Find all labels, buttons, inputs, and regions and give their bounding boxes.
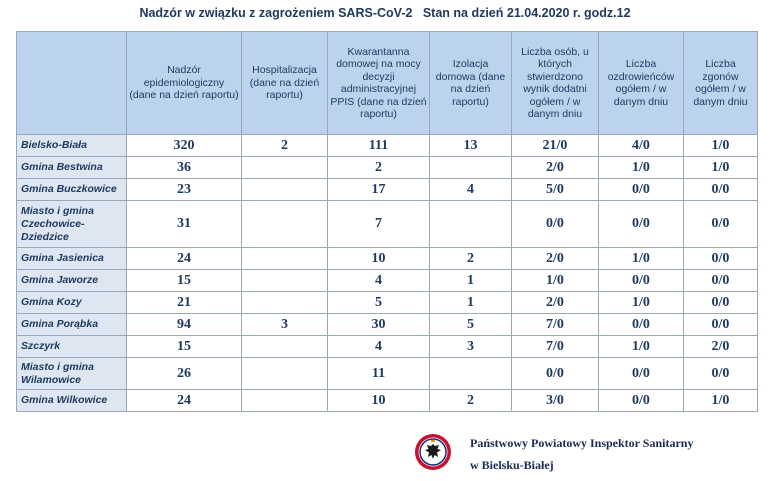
cell-ozdrowiency: 1/0 xyxy=(599,248,684,270)
header-zgony: Liczba zgonów ogółem / w danym dniu xyxy=(684,32,758,135)
footer-institution-name: Państwowy Powiatowy Inspektor Sanitarny xyxy=(470,436,694,450)
header-kwarantanna: Kwarantanna domowej na mocy decyzji administracyjnej PPIS (dane na dzień raportu) xyxy=(328,32,430,135)
cell-wynik-dodatni: 1/0 xyxy=(512,270,599,292)
cell-kwarantanna: 4 xyxy=(328,336,430,358)
row-name: Szczyrk xyxy=(17,336,127,358)
cell-zgony: 1/0 xyxy=(684,157,758,179)
row-name: Gmina Porąbka xyxy=(17,314,127,336)
cell-wynik-dodatni: 21/0 xyxy=(512,135,599,157)
cell-kwarantanna: 10 xyxy=(328,248,430,270)
row-name: Bielsko-Biała xyxy=(17,135,127,157)
cell-izolacja xyxy=(430,157,512,179)
cell-wynik-dodatni: 0/0 xyxy=(512,358,599,390)
cell-zgony: 0/0 xyxy=(684,292,758,314)
cell-ozdrowiency: 0/0 xyxy=(599,201,684,248)
cell-hospitalizacja: 3 xyxy=(242,314,328,336)
cell-kwarantanna: 111 xyxy=(328,135,430,157)
page-title: Nadzór w związku z zagrożeniem SARS-CoV-2 Stan na dzień 21.04.2020 r. godz.12 xyxy=(139,6,631,20)
header-wynik-dodatni: Liczba osób, u których stwierdzono wynik dodatni ogółem / w danym dniu xyxy=(512,32,599,135)
header-hospitalizacja: Hospitalizacja (dane na dzień raportu) xyxy=(242,32,328,135)
header-corner xyxy=(17,32,127,135)
cell-nadzor: 24 xyxy=(127,390,242,412)
cell-izolacja: 3 xyxy=(430,336,512,358)
row-name: Gmina Bestwina xyxy=(17,157,127,179)
row-name: Miasto i gmina Wilamowice xyxy=(17,358,127,390)
cell-zgony: 0/0 xyxy=(684,248,758,270)
cell-hospitalizacja xyxy=(242,157,328,179)
cell-wynik-dodatni: 0/0 xyxy=(512,201,599,248)
header-row xyxy=(17,32,758,135)
cell-izolacja: 1 xyxy=(430,270,512,292)
header-ozdrowiency: Liczba ozdrowieńców ogółem / w danym dniu xyxy=(599,32,684,135)
cell-wynik-dodatni: 5/0 xyxy=(512,179,599,201)
header-izolacja: Izolacja domowa (dane na dzień raportu) xyxy=(430,32,512,135)
cell-zgony: 1/0 xyxy=(684,135,758,157)
cell-kwarantanna: 30 xyxy=(328,314,430,336)
cell-izolacja: 5 xyxy=(430,314,512,336)
cell-izolacja xyxy=(430,201,512,248)
table-row xyxy=(17,292,758,314)
cell-ozdrowiency: 0/0 xyxy=(599,314,684,336)
cell-ozdrowiency: 0/0 xyxy=(599,179,684,201)
table-row xyxy=(17,390,758,412)
cell-kwarantanna: 5 xyxy=(328,292,430,314)
cell-ozdrowiency: 0/0 xyxy=(599,270,684,292)
table-row xyxy=(17,336,758,358)
cell-izolacja: 13 xyxy=(430,135,512,157)
cell-wynik-dodatni: 7/0 xyxy=(512,314,599,336)
cell-hospitalizacja xyxy=(242,292,328,314)
cell-izolacja: 2 xyxy=(430,390,512,412)
cell-wynik-dodatni: 3/0 xyxy=(512,390,599,412)
row-name: Gmina Wilkowice xyxy=(17,390,127,412)
table-row xyxy=(17,248,758,270)
cell-ozdrowiency: 1/0 xyxy=(599,336,684,358)
cell-izolacja: 2 xyxy=(430,248,512,270)
row-name: Gmina Jasienica xyxy=(17,248,127,270)
cell-kwarantanna: 2 xyxy=(328,157,430,179)
row-name: Gmina Kozy xyxy=(17,292,127,314)
cell-zgony: 0/0 xyxy=(684,358,758,390)
cell-wynik-dodatni: 2/0 xyxy=(512,248,599,270)
row-name: Miasto i gmina Czechowice-Dziedzice xyxy=(17,201,127,248)
cell-zgony: 0/0 xyxy=(684,314,758,336)
cell-wynik-dodatni: 2/0 xyxy=(512,157,599,179)
cell-zgony: 0/0 xyxy=(684,179,758,201)
cell-nadzor: 26 xyxy=(127,358,242,390)
cell-kwarantanna: 11 xyxy=(328,358,430,390)
cell-ozdrowiency: 1/0 xyxy=(599,292,684,314)
table-row xyxy=(17,135,758,157)
row-name: Gmina Jaworze xyxy=(17,270,127,292)
row-name: Gmina Buczkowice xyxy=(17,179,127,201)
cell-wynik-dodatni: 2/0 xyxy=(512,292,599,314)
cell-izolacja: 1 xyxy=(430,292,512,314)
cell-kwarantanna: 17 xyxy=(328,179,430,201)
cell-zgony: 2/0 xyxy=(684,336,758,358)
cell-hospitalizacja xyxy=(242,336,328,358)
cell-hospitalizacja xyxy=(242,390,328,412)
cell-nadzor: 15 xyxy=(127,336,242,358)
cell-kwarantanna: 4 xyxy=(328,270,430,292)
table-row xyxy=(17,314,758,336)
footer-institution-city: w Bielsku-Białej xyxy=(470,458,554,472)
table-row xyxy=(17,179,758,201)
table-row xyxy=(17,157,758,179)
cell-ozdrowiency: 0/0 xyxy=(599,358,684,390)
table-row xyxy=(17,358,758,390)
cell-ozdrowiency: 1/0 xyxy=(599,157,684,179)
cell-zgony: 0/0 xyxy=(684,201,758,248)
cell-ozdrowiency: 4/0 xyxy=(599,135,684,157)
cell-nadzor: 31 xyxy=(127,201,242,248)
cell-hospitalizacja xyxy=(242,270,328,292)
cell-nadzor: 36 xyxy=(127,157,242,179)
cell-nadzor: 15 xyxy=(127,270,242,292)
cell-hospitalizacja xyxy=(242,179,328,201)
cell-ozdrowiency: 0/0 xyxy=(599,390,684,412)
cell-kwarantanna: 10 xyxy=(328,390,430,412)
table-row xyxy=(17,270,758,292)
cell-nadzor: 94 xyxy=(127,314,242,336)
cell-nadzor: 21 xyxy=(127,292,242,314)
cell-izolacja xyxy=(430,358,512,390)
cell-kwarantanna: 7 xyxy=(328,201,430,248)
cell-nadzor: 320 xyxy=(127,135,242,157)
cell-hospitalizacja xyxy=(242,358,328,390)
table-row xyxy=(17,201,758,248)
cell-nadzor: 23 xyxy=(127,179,242,201)
sanepid-eagle-logo-icon xyxy=(414,433,452,471)
cell-zgony: 1/0 xyxy=(684,390,758,412)
report-table xyxy=(16,31,758,412)
header-nadzor: Nadzór epidemiologiczny (dane na dzień raportu) xyxy=(127,32,242,135)
cell-izolacja: 4 xyxy=(430,179,512,201)
cell-hospitalizacja xyxy=(242,248,328,270)
cell-hospitalizacja: 2 xyxy=(242,135,328,157)
cell-zgony: 0/0 xyxy=(684,270,758,292)
cell-nadzor: 24 xyxy=(127,248,242,270)
cell-wynik-dodatni: 7/0 xyxy=(512,336,599,358)
cell-hospitalizacja xyxy=(242,201,328,248)
